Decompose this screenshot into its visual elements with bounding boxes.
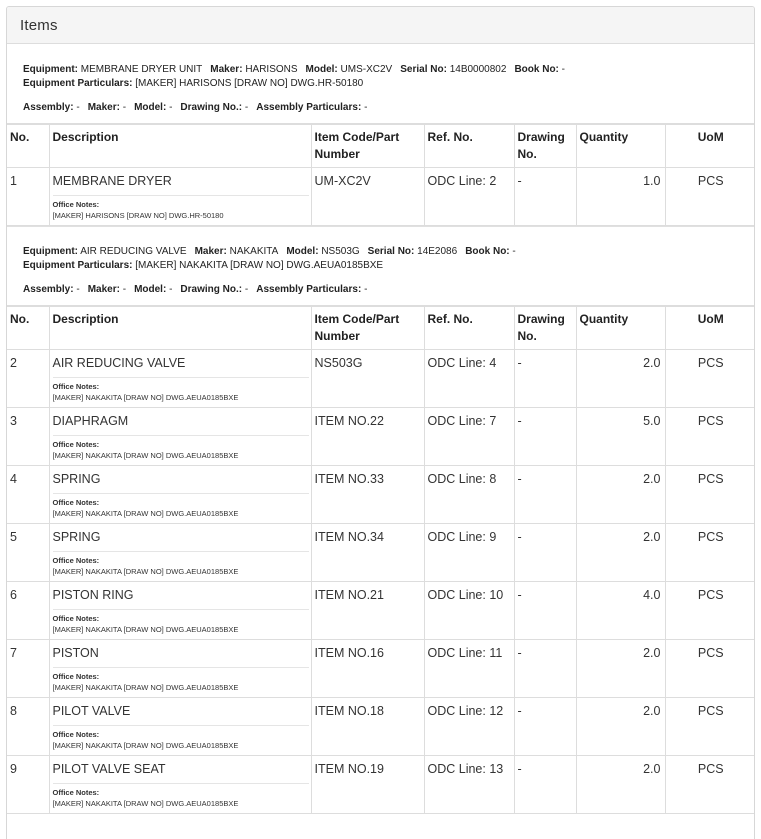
table-header-row [7,306,755,350]
assembly-particulars-value: - [364,284,368,295]
particulars-label: Equipment Particulars: [23,78,133,89]
assembly-particulars-label: Assembly Particulars: [256,102,362,113]
office-notes-text: [MAKER] NAKAKITA [DRAW NO] DWG.AEUA0185BXE [52,509,239,518]
row-uom: PCS [665,582,755,640]
col-ref-no-header: Ref. No. [424,124,514,168]
row-uom: PCS [665,168,755,226]
table-row [7,350,755,408]
row-description: DIAPHRAGM [52,414,129,428]
model-value: NS503G [321,246,360,257]
equipment-label: Equipment: [23,64,78,75]
row-ref-no: ODC Line: 11 [424,640,514,698]
col-description-header: Description [49,306,311,350]
assembly-label: Assembly: [23,284,74,295]
row-description: PILOT VALVE SEAT [52,762,166,776]
row-quantity: 2.0 [576,466,665,524]
row-description: SPRING [52,530,101,544]
table-row [7,582,755,640]
row-description: PISTON [52,646,99,660]
serial-label: Serial No: [367,246,415,257]
particulars-line [23,77,738,91]
row-description-cell [49,582,311,640]
row-ref-no: ODC Line: 7 [424,408,514,466]
office-notes-text: [MAKER] NAKAKITA [DRAW NO] DWG.AEUA0185BXE [52,683,239,692]
row-drawing-no: - [514,698,576,756]
row-no: 6 [7,582,49,640]
row-description-cell [49,698,311,756]
assembly-model-value: - [169,102,173,113]
row-description: PILOT VALVE [52,704,131,718]
equipment-label: Equipment: [23,246,78,257]
office-notes-label: Office Notes: [52,788,100,797]
row-no: 8 [7,698,49,756]
row-quantity: 2.0 [576,698,665,756]
row-no: 7 [7,640,49,698]
row-item-code: ITEM NO.18 [311,698,424,756]
row-ref-no: ODC Line: 13 [424,756,514,814]
maker-label: Maker: [194,246,227,257]
row-description: MEMBRANE DRYER [52,174,172,188]
row-no: 9 [7,756,49,814]
book-label: Book No: [514,64,559,75]
office-notes-text: [MAKER] NAKAKITA [DRAW NO] DWG.AEUA0185BXE [52,393,239,402]
office-notes-text: [MAKER] NAKAKITA [DRAW NO] DWG.AEUA0185BXE [52,625,239,634]
row-item-code: ITEM NO.22 [311,408,424,466]
assembly-particulars-value: - [364,102,368,113]
assembly-line [23,101,738,115]
assembly-drawing-value: - [244,102,249,113]
col-description-header: Description [49,124,311,168]
office-notes [53,195,309,221]
row-item-code: UM-XC2V [311,168,424,226]
col-quantity-header: Quantity [576,124,665,168]
assembly-drawing-label: Drawing No.: [180,284,243,295]
assembly-value: - [76,284,80,295]
row-quantity: 2.0 [576,756,665,814]
row-uom: PCS [665,408,755,466]
row-item-code: ITEM NO.19 [311,756,424,814]
row-ref-no: ODC Line: 8 [424,466,514,524]
office-notes [53,377,309,403]
maker-value: NAKAKITA [229,246,279,257]
office-notes-label: Office Notes: [52,498,100,507]
row-no: 3 [7,408,49,466]
row-ref-no: ODC Line: 12 [424,698,514,756]
office-notes-label: Office Notes: [52,556,100,565]
equipment-value: MEMBRANE DRYER UNIT [80,64,203,75]
serial-value: 14B0000802 [449,64,507,75]
row-drawing-no: - [514,168,576,226]
row-uom: PCS [665,524,755,582]
table-row [7,524,755,582]
office-notes [53,667,309,693]
particulars-label: Equipment Particulars: [23,260,133,271]
assembly-model-label: Model: [134,284,167,295]
row-description-cell [49,408,311,466]
row-quantity: 2.0 [576,524,665,582]
equipment-value: AIR REDUCING VALVE [80,246,187,257]
col-item-code-header: Item Code/Part Number [311,306,424,350]
row-uom: PCS [665,640,755,698]
row-description: PISTON RING [52,588,134,602]
model-label: Model: [286,246,319,257]
row-quantity: 4.0 [576,582,665,640]
row-drawing-no: - [514,582,576,640]
row-quantity: 2.0 [576,350,665,408]
row-item-code: ITEM NO.34 [311,524,424,582]
office-notes [53,725,309,751]
row-drawing-no: - [514,408,576,466]
table-row [7,408,755,466]
assembly-maker-label: Maker: [87,284,120,295]
row-drawing-no: - [514,640,576,698]
assembly-maker-value: - [122,284,127,295]
row-item-code: NS503G [311,350,424,408]
assembly-drawing-label: Drawing No.: [180,102,243,113]
row-no: 2 [7,350,49,408]
office-notes-text: [MAKER] NAKAKITA [DRAW NO] DWG.AEUA0185BXE [52,741,239,750]
row-description: AIR REDUCING VALVE [52,356,186,370]
particulars-line [23,259,738,273]
assembly-model-value: - [169,284,173,295]
row-drawing-no: - [514,350,576,408]
maker-label: Maker: [210,64,243,75]
col-drawing-no-header: Drawing No. [514,124,576,168]
model-value: UMS-XC2V [340,64,393,75]
row-description: SPRING [52,472,101,486]
office-notes [53,493,309,519]
row-no: 4 [7,466,49,524]
table-header-row [7,124,755,168]
office-notes-label: Office Notes: [52,730,100,739]
col-drawing-no-header: Drawing No. [514,306,576,350]
equipment-info [7,226,754,305]
col-ref-no-header: Ref. No. [424,306,514,350]
assembly-model-label: Model: [134,102,167,113]
office-notes-label: Office Notes: [52,200,100,209]
office-notes-text: [MAKER] NAKAKITA [DRAW NO] DWG.AEUA0185BXE [52,799,239,808]
panel-title: Items [7,7,754,44]
row-drawing-no: - [514,756,576,814]
col-uom-header: UoM [665,124,755,168]
particulars-value: [MAKER] NAKAKITA [DRAW NO] DWG.AEUA0185BXE [135,260,384,271]
office-notes-label: Office Notes: [52,382,100,391]
assembly-value: - [76,102,80,113]
maker-value: HARISONS [245,64,298,75]
items-panel [6,6,755,839]
row-quantity: 1.0 [576,168,665,226]
equipment-groups [7,44,754,814]
col-no-header: No. [7,306,49,350]
col-quantity-header: Quantity [576,306,665,350]
row-description-cell [49,466,311,524]
model-label: Model: [305,64,338,75]
office-notes-text: [MAKER] NAKAKITA [DRAW NO] DWG.AEUA0185BXE [52,451,239,460]
serial-value: 14E2086 [417,246,458,257]
row-description-cell [49,350,311,408]
assembly-line [23,283,738,297]
book-value: - [512,246,516,257]
table-row [7,756,755,814]
assembly-label: Assembly: [23,102,74,113]
assembly-maker-label: Maker: [87,102,120,113]
row-ref-no: ODC Line: 4 [424,350,514,408]
row-ref-no: ODC Line: 9 [424,524,514,582]
particulars-value: [MAKER] HARISONS [DRAW NO] DWG.HR-50180 [135,78,364,89]
row-item-code: ITEM NO.16 [311,640,424,698]
items-table [7,123,755,226]
office-notes-text: [MAKER] HARISONS [DRAW NO] DWG.HR-50180 [52,211,224,220]
row-uom: PCS [665,350,755,408]
serial-label: Serial No: [400,64,447,75]
equipment-info [7,44,754,123]
row-drawing-no: - [514,466,576,524]
assembly-maker-value: - [122,102,127,113]
row-description-cell [49,756,311,814]
equipment-line [23,245,738,259]
row-uom: PCS [665,756,755,814]
row-description-cell [49,524,311,582]
row-quantity: 2.0 [576,640,665,698]
row-no: 1 [7,168,49,226]
items-table [7,305,755,814]
row-no: 5 [7,524,49,582]
table-row [7,640,755,698]
row-description-cell [49,168,311,226]
office-notes [53,609,309,635]
office-notes-text: [MAKER] NAKAKITA [DRAW NO] DWG.AEUA0185BXE [52,567,239,576]
row-drawing-no: - [514,524,576,582]
office-notes-label: Office Notes: [52,672,100,681]
office-notes-label: Office Notes: [52,440,100,449]
assembly-drawing-value: - [244,284,249,295]
assembly-particulars-label: Assembly Particulars: [256,284,362,295]
book-label: Book No: [465,246,510,257]
office-notes [53,435,309,461]
office-notes-label: Office Notes: [52,614,100,623]
col-uom-header: UoM [665,306,755,350]
row-uom: PCS [665,698,755,756]
equipment-line [23,63,738,77]
row-item-code: ITEM NO.21 [311,582,424,640]
office-notes [53,783,309,809]
row-quantity: 5.0 [576,408,665,466]
row-description-cell [49,640,311,698]
row-uom: PCS [665,466,755,524]
table-row [7,698,755,756]
row-ref-no: ODC Line: 10 [424,582,514,640]
table-row [7,168,755,226]
col-no-header: No. [7,124,49,168]
office-notes [53,551,309,577]
book-value: - [561,64,566,75]
row-item-code: ITEM NO.33 [311,466,424,524]
col-item-code-header: Item Code/Part Number [311,124,424,168]
row-ref-no: ODC Line: 2 [424,168,514,226]
table-row [7,466,755,524]
